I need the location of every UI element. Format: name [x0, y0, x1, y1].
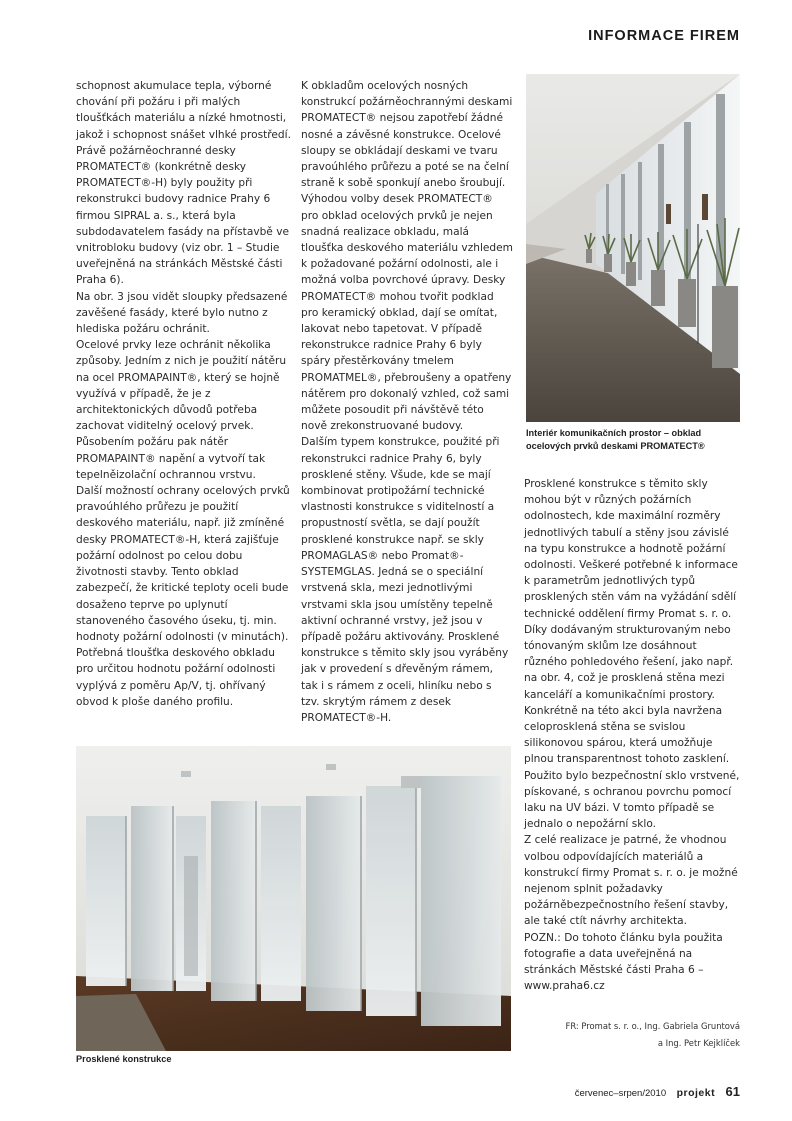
paragraph: Z celé realizace je patrné, že vhodnou volbou odpovídajících materiálů a konstrukcí firmy Promat s. r. o. je možné nejenom splnit požadavky požárněbezpečnostního řešení stavby, ale také ctít návrhy architekta. [524, 834, 738, 928]
article-column-2 [301, 78, 513, 726]
paragraph: Prosklené konstrukce s těmito skly mohou být v různých požárních odolnostech, kde maximální rozměry jednotlivých tabulí a stěny jsou závislé na typu konstrukce a hodnotě požární odolnosti. Veškeré potřebné k informace k parametrům jednotlivých typů prosklených stěn vám na vyžádání sdělí technické oddělení firmy Promat s. r. o. [524, 478, 738, 620]
section-title: INFORMACE FIREM [588, 28, 740, 44]
paragraph: Díky dodávaným strukturovaným nebo tónovaným sklům lze dosáhnout různého pohledového řešení, jako např. na obr. 4, což je prosklená stěna mezi kanceláří a komunikačními prostory. [524, 623, 734, 701]
corridor-photo [526, 74, 740, 422]
magazine-name: projekt [676, 1087, 716, 1099]
page-number: 61 [725, 1084, 740, 1099]
paragraph: Dalším typem konstrukce, použité při rekonstrukci radnice Prahy 6, byly prosklené stěny. Všude, kde se mají kombinovat protipožární technické vlastnosti konstrukce s viditelností a propustností světla, se dají použít prosklené konstrukce např. se skly PROMAGLAS® nebo Promat®-SYSTEMGLAS. Jedná se o speciální vrstvená skla, mezi jednotlivými vrstvami skla jsou umístěny tepelně aktivní ochranné vrstvy, jež jsou v případě požáru aktivovány. Prosklené konstrukce s těmito skly jsou vyráběny jak v provedení s dřevěným rámem, tak i s rámem z oceli, hliníku nebo s tzv. skrytým rámem z desek PROMATECT®-H. [301, 436, 509, 724]
paragraph: K obkladům ocelových nosných konstrukcí požárněochrannými deskami PROMATECT® nejsou zapotřebí žádné nosné a závěsné konstrukce. Ocelové sloupy se obkládají deskami ve tvaru pravoúhlého průřezu a poté se na čelní straně k sobě sponkují anebo šroubují. [301, 80, 513, 190]
photo-caption: Prosklené konstrukce [76, 1054, 172, 1064]
page-footer [480, 1083, 740, 1101]
paragraph: POZN.: Do tohoto článku byla použita fotografie a data uveřejněná na stránkách Městské části Praha 6 – www.praha6.cz [524, 931, 723, 993]
paragraph: schopnost akumulace tepla, výborné chování při požáru i při malých tloušťkách materiálu a nízké hmotnosti, jakož i schopnost snášet vlhké prostředí. [76, 80, 291, 141]
paragraph: Další možností ochrany ocelových prvků pravoúhlého průřezu je použití deskového materiálu, např. již zmíněné desky PROMATECT®-H, která zajišťuje požární odolnost po celou dobu životnosti stavby. Tento obklad zabezpečí, že kritické teploty oceli bude dosaženo teprve po uplynutí stanoveného časového úseku, tj. min. hodnoty požární odolnosti (v minutách). [76, 485, 290, 643]
issue-date: červenec–srpen/2010 [574, 1088, 667, 1099]
paragraph: Potřebná tloušťka deskového obkladu pro určitou hodnotu požární odolnosti vyplývá z poměru Ap/V, tj. ohřívaný obvod k ploše daného profilu. [76, 647, 276, 708]
paragraph: Na obr. 3 jsou vidět sloupky předsazené zavěšené fasády, které bylo nutno z hlediska požáru ochránit. [76, 290, 288, 336]
paragraph: Ocelové prvky leze ochránit několika způsoby. Jedním z nich je použití nátěru na ocel PROMAPAINT®, který se hojně využívá v případě, že je z architektonických důvodů potřeba zachovat viditelný ocelový prvek. Působením požáru pak nátěr PROMAPAINT® napění a vytvoří tak tepelněizolační ochrannou vrstvu. [76, 339, 287, 481]
photo-caption: Interiér komunikačních prostor – obklad ocelových prvků deskami PROMATECT® [526, 428, 705, 451]
author-credit: FR: Promat s. r. o., Ing. Gabriela Gruntová [565, 1021, 740, 1031]
paragraph: Konkrétně na této akci byla navržena celoprosklená stěna se svislou silikonovou spárou, která umožňuje plnou transparentnost tohoto zasklení. Použito bylo bezpečnostní sklo vrstvené, pískované, s ochranou povrchu pomocí laku na UV bázi. V tomto případě se jednalo o nepožární sklo. [524, 704, 740, 831]
paragraph: Právě požárněochranné desky PROMATECT® (konkrétně desky PROMATECT®-H) byly použity při rekonstrukci budovy radnice Prahy 6 firmou SIPRAL a. s., která byla subdodavatelem fasády na přístavbě ve vnitrobloku budovy (viz obr. 1 – Studie uveřejněná na stránkách Městské části Praha 6). [76, 144, 289, 287]
article-column-3 [524, 476, 740, 995]
author-credit: a Ing. Petr Kejklíček [657, 1038, 740, 1048]
paragraph: Výhodou volby desek PROMATECT® pro obklad ocelových prvků je nejen snadná realizace obkladu, malá tloušťka deskového materiálu vzhledem k požadované požární odolnosti, ale i možná volba povrchové úpravy. Desky PROMATECT® mohou tvořit podklad pro keramický obklad, dají se omítat, lakovat nebo tapetovat. V případě rekonstrukce radnice Prahy 6 byly spáry přestěrkovány tmelem PROMATMEL®, přebroušeny a opatřeny nátěrem pro dokonalý vzhled, což sami můžete posoudit při návštěvě této nově zrekonstruované budovy. [301, 193, 513, 433]
glass-partitions-photo [76, 746, 511, 1051]
article-column-1 [76, 78, 292, 710]
